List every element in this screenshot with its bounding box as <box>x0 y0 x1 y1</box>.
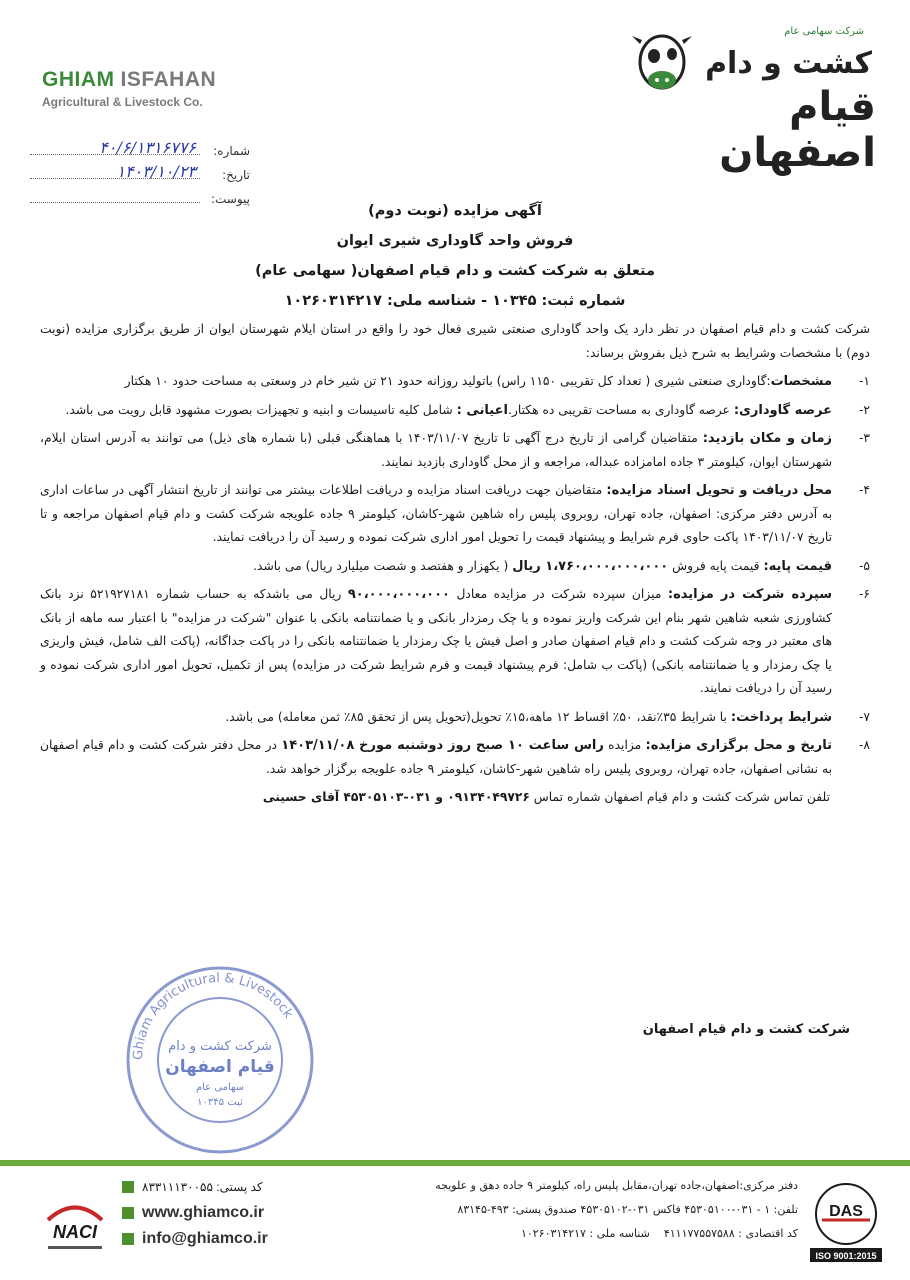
footer-ids: کد اقتصادی : ۴۱۱۱۷۷۵۵۷۵۸۸ شناسه ملی : ۱۰۲۶۰۳۱۴۲۱۷ <box>520 1227 798 1240</box>
signature-line: شرکت کشت و دام قیام اصفهان <box>642 1022 850 1037</box>
company-stamp <box>120 960 320 1160</box>
das-iso-logo <box>806 1180 886 1264</box>
logo-line-2: قیام اصفهان <box>719 84 876 176</box>
footer-email-row <box>122 1226 372 1252</box>
postal-icon <box>122 1181 134 1193</box>
item-3: ۳- زمان و مکان بازدید: متقاضیان گرامی از تاریخ درج آگهی تا تاریخ ۱۴۰۳/۱۱/۰۷ با هماهنگی قبلی (با شماره های ذیل) می توانند به آدرس استان ایلام، شهرستان ایوان، کیلومتر ۳ جاده امامزاده عبداله، مراجعه و از محل گاوداری بازدید نمایند. <box>40 431 870 469</box>
footer-address: دفتر مرکزی:اصفهان،جاده تهران،مقابل پلیس راه، کیلومتر ۹ جاده دهق و علویجه <box>435 1179 798 1192</box>
stamp-line-4: ثبت ۱۰۳۴۵ <box>197 1097 243 1108</box>
notice-subject: فروش واحد گاوداری شیری ایوان <box>336 233 574 249</box>
email-icon <box>122 1233 134 1245</box>
ref-attach-label: پیوست: <box>210 192 250 206</box>
ref-date-row <box>30 164 250 188</box>
footer <box>0 1160 910 1280</box>
item-8: ۸- تاریخ و محل برگزاری مزایده: مزایده راس ساعت ۱۰ صبح روز دوشنبه مورخ ۱۴۰۳/۱۱/۰۸ در محل دفتر شرکت کشت و دام قیام اصفهان به نشانی اصفهان، جاده تهران، روبروی پلیس راه شاهین شهر-کاشان، کیلومتر ۹ جاده علویجه برگزار خواهد شد. <box>40 738 870 776</box>
web-icon <box>122 1207 134 1219</box>
notice-body <box>40 318 870 810</box>
notice-title: آگهی مزایده (نوبت دوم) <box>368 203 542 219</box>
stamp-line-2: قیام اصفهان <box>165 1057 275 1077</box>
stamp-line-3: سهامی عام <box>195 1082 245 1093</box>
notice-registration: شماره ثبت: ۱۰۳۴۵ - شناسه ملی: ۱۰۲۶۰۳۱۴۲۱۷ <box>284 293 626 309</box>
naci-logo <box>40 1190 110 1260</box>
item-6: ۶- سپرده شرکت در مزایده: میزان سپرده شرکت در مزایده معادل ۹۰،۰۰۰،۰۰۰،۰۰۰ ریال می باشدکه به حساب شماره ۵۲۱۹۲۷۱۸۱ نزد بانک کشاورزی شعبه شاهین شهر بنام این شرکت واریز نموده و یا چک رمزدار بانکی و یا ضمانتنامه بانکی با عنوان "شرکت در مزایده" با اعتبار سه ماهه از بانک های معتبر در وجه شرکت کشت و دام قیام اصفهان صادر و اصل فیش یا چک رمزدار یا ضمانتنامه بانکی را در پاکت جداگانه، (پاکت الف شامل، فیش واریزی یا چک رمزدار و یا ضمانتنامه بانکی) (پاکت ب شامل: فرم پیشنهاد قیمت و فرم شرایط شرکت در مزایده) پس از تکمیل، تحویل امور اداری شرکت نموده و رسید آن را دریافت نمایند. <box>40 587 870 695</box>
ref-date-label: تاریخ: <box>222 168 250 182</box>
naci-label: NACI <box>53 1222 97 1242</box>
notice-titles <box>0 196 910 316</box>
company-logo <box>632 22 882 176</box>
footer-bar <box>0 1160 910 1166</box>
footer-phones: تلفن: ۱ - ۰۳۱-۴۵۳۰۵۱۰۰ فاکس ۰۳۱-۴۵۳۰۵۱۰۲ صندوق پستی: ۴۹۳-۸۳۱۴۵ <box>457 1203 798 1216</box>
ref-number-value: ۴۰/۶/۱۳۱۶۷۷۶ <box>99 138 196 157</box>
item-7: ۷- شرایط پرداخت: با شرایط ۳۵٪نقد، ۵۰٪ اقساط ۱۲ ماهه،۱۵٪ تحویل(تحویل پس از تحقق ۸۵٪ ثمن معامله) می باشد. <box>225 709 870 725</box>
footer-website-row <box>122 1200 372 1226</box>
stamp-line-1: شرکت کشت و دام <box>168 1039 272 1054</box>
intro-paragraph: شرکت کشت و دام قیام اصفهان در نظر دارد یک واحد گاوداری صنعتی شیری فعال خود را واقع در استان ایلام شهرستان ایوان از طریق برگزاری مزایده (نوبت دوم) با مشخصات وشرایط به شرح ذیل بفروش برساند: <box>40 322 870 360</box>
logo-line-1: کشت و دام <box>705 46 872 81</box>
ref-number-row <box>30 140 250 164</box>
brand-subtitle: Agricultural & Livestock Co. <box>42 95 203 109</box>
item-1: ۱- مشخصات:گاوداری صنعتی شیری ( تعداد کل تقریبی ۱۱۵۰ راس) باتولید روزانه حدود ۲۱ تن شیر خام در وسعتی به مساحت حدود ۱۰ هکتار <box>124 374 870 389</box>
iso-label: ISO 9001:2015 <box>815 1251 877 1261</box>
footer-email[interactable]: info@ghiamco.ir <box>142 1230 268 1247</box>
ref-date-value: ۱۴۰۳/۱۰/۲۳ <box>116 162 196 181</box>
stamp-ring-text: Ghiam Agricultural & Livestock <box>130 970 296 1061</box>
footer-postal-code: کد پستی: ۸۳۳۱۱۱۳۰۰۵۵ <box>142 1180 263 1194</box>
item-2: ۲- عرصه گاوداری: عرصه گاوداری به مساحت تقریبی ده هکتار.اعیانی : شامل کلیه تاسیسات و ابنیه و تجهیزات بصورت مشهود قابل رویت می باشد. <box>65 402 870 418</box>
das-label: DAS <box>829 1203 863 1220</box>
footer-postal-row <box>122 1174 372 1200</box>
ref-number-label: شماره: <box>213 144 250 158</box>
item-5: ۵- قیمت پایه: قیمت پایه فروش ۱،۷۶۰،۰۰۰،۰۰۰،۰۰۰ ریال ( یکهزار و هفتصد و شصت میلیارد ریال) می باشد. <box>253 558 870 574</box>
item-4: ۴- محل دریافت و تحویل اسناد مزایده: متقاضیان جهت دریافت اسناد مزایده و دریافت اطلاعات بیشتر می توانند از تاریخ انتشار آگهی در ساعات اداری به آدرس دفتر مرکزی: اصفهان، جاده تهران، روبروی پلیس راه شاهین شهر-کاشان، کیلومتر ۹ جاده علویجه شرکت کشت و دام قیام اصفهان مراجعه و تا تاریخ ۱۴۰۳/۱۱/۰۷ پاکت حاوی فرم شرایط و پیشنهاد قیمت را تحویل امور اداری شرکت نموده و رسید آن را دریافت نمایند. <box>40 483 870 544</box>
notice-owner: متعلق به شرکت کشت و دام قیام اصفهان( سهامی عام) <box>255 263 655 279</box>
brand-english <box>42 68 302 109</box>
footer-web-info <box>122 1174 372 1252</box>
footer-website[interactable]: www.ghiamco.ir <box>142 1204 265 1221</box>
logo-company-type: شرکت سهامی عام <box>784 26 864 37</box>
brand-name: GHIAM ISFAHAN <box>42 68 217 91</box>
footer-contact-info <box>398 1174 798 1246</box>
contact-line: تلفن تماس شرکت کشت و دام قیام اصفهان شماره تماس ۰۹۱۳۴۰۴۹۷۲۶ و ۰۳۱-۴۵۳۰۵۱۰۳ آقای حسینی <box>262 790 830 804</box>
